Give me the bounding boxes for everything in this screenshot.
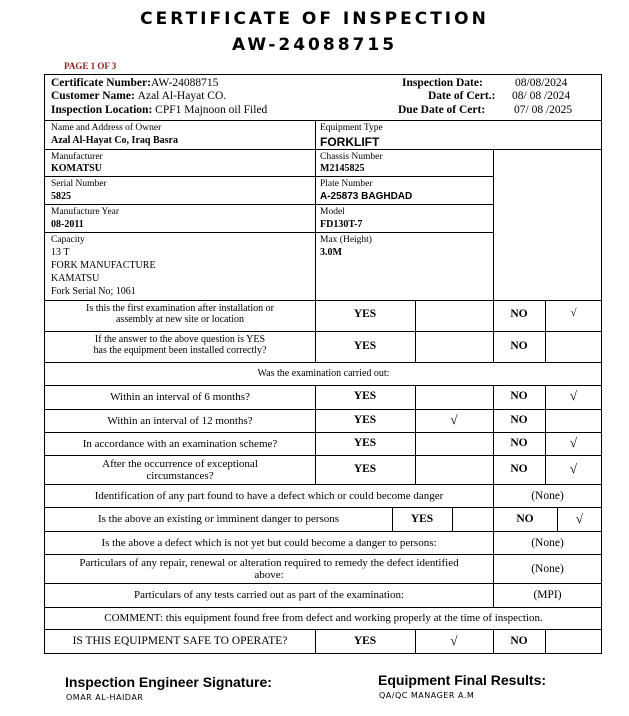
serial-value: 5825 [51,191,71,202]
max-height-label: Max (Height) [320,235,372,245]
q-safe-to-operate: IS THIS EQUIPMENT SAFE TO OPERATE? [72,635,288,647]
due-date-value: 07/ 08 /2025 [514,104,573,116]
q4-yes: YES [353,414,377,426]
q3-yes: YES [353,390,377,402]
q11-mpi: (MPI) [533,589,562,601]
year-label: Manufacture Year [51,207,120,217]
chassis-value: M2145825 [320,163,365,174]
plate-label: Plate Number [320,179,373,189]
fork-serial-value: Fork Serial No; 1061 [51,286,136,297]
q3-no: NO [510,390,528,402]
q1-no-check: √ [570,307,577,319]
fork-manufacture-label: FORK MANUFACTURE [51,260,156,271]
section-title-examination: Was the examination carried out: [257,368,390,379]
safe-no: NO [510,635,528,647]
q1-no: NO [510,308,528,320]
q6-yes: YES [353,463,377,475]
max-height-value: 3.0M [320,247,342,258]
model-label: Model [320,207,345,217]
model-value: FD130T-7 [320,219,363,230]
q2-no: NO [510,340,528,352]
safe-yes-check: √ [450,633,458,648]
q1-yes: YES [353,308,377,320]
inspection-date-label: Inspection Date: [402,77,483,89]
q9-none: (None) [531,537,564,549]
q8-no-check: √ [575,511,584,526]
q-exceptional-circumstances: After the occurrence of exceptional circumstances? [102,458,258,482]
engineer-signature-label: Inspection Engineer Signature: [65,674,272,690]
certificate-title: CERTIFICATE OF INSPECTION [140,9,489,29]
manufacturer-value: KOMATSU [51,163,102,174]
inspection-date-value: 08/08/2024 [515,77,568,89]
q-first-examination: Is this the first examination after installation or assembly at new site or location [85,303,274,325]
q-defect-identification: Identification of any part found to have a defect which or could become danger [94,490,444,502]
fork-maker-value: KAMATSU [51,273,100,284]
q-installed-correctly: If the answer to the above question is YES has the equipment been installed correctly? [93,334,267,356]
q-tests-carried-out: Particulars of any tests carried out as part of the examination: [133,589,405,601]
inspection-comment: COMMENT: this equipment found free from defect and working properly at the time of inspection. [104,612,543,624]
owner-label: Name and Address of Owner [51,123,162,133]
manufacturer-label: Manufacturer [51,152,103,162]
q-future-danger: Is the above a defect which is not yet but could become a danger to persons: [101,537,437,549]
capacity-value: 13 T [51,247,70,258]
equipment-type-value: FORKLIFT [320,135,380,149]
q8-yes: YES [410,513,434,525]
due-date-label: Due Date of Cert: [398,104,486,116]
cert-date-value: 08/ 08 /2024 [512,90,571,102]
q5-yes: YES [353,437,377,449]
results-role: QA/QC MANAGER A.M [379,691,475,700]
plate-value: A-25873 BAGHDAD [320,191,413,202]
q5-no-check: √ [569,435,578,450]
q-examination-scheme: In accordance with an examination scheme? [82,438,278,450]
q6-no-check: √ [569,461,578,476]
q7-none: (None) [531,490,564,502]
certificate-number-title: AW-24088715 [231,35,398,55]
final-results-label: Equipment Final Results: [378,672,547,688]
serial-label: Serial Number [51,179,107,189]
year-value: 08-2011 [51,219,84,230]
safe-yes: YES [353,635,377,647]
capacity-label: Capacity [51,235,85,245]
chassis-label: Chassis Number [320,152,383,162]
q4-yes-check: √ [450,412,458,427]
q-interval-12-months: Within an interval of 12 months? [107,415,253,427]
q-imminent-danger: Is the above an existing or imminent danger to persons [97,513,340,525]
q-interval-6-months: Within an interval of 6 months? [110,391,250,403]
q3-no-check: √ [569,388,578,403]
equipment-type-label: Equipment Type [320,123,383,133]
engineer-name: OMAR AL-HAIDAR [66,693,144,702]
location-row: Inspection Location: CPF1 Majnoon oil Filed [51,104,268,116]
page-indicator: PAGE 1 OF 3 [64,61,117,71]
cert-date-label: Date of Cert.: [428,90,496,102]
q6-no: NO [510,463,528,475]
customer-row: Customer Name: Azal Al-Hayat CO. [51,90,227,102]
q2-yes: YES [353,340,377,352]
owner-value: Azal Al-Hayat Co, Iraq Basra [51,135,178,146]
q-repair-particulars: Particulars of any repair, renewal or alteration required to remedy the defect identified above: [79,557,459,581]
q8-no: NO [516,513,534,525]
q5-no: NO [510,437,528,449]
q4-no: NO [510,414,528,426]
cert-number-row: Certificate Number:AW-24088715 [51,77,219,89]
q10-none: (None) [531,563,564,575]
